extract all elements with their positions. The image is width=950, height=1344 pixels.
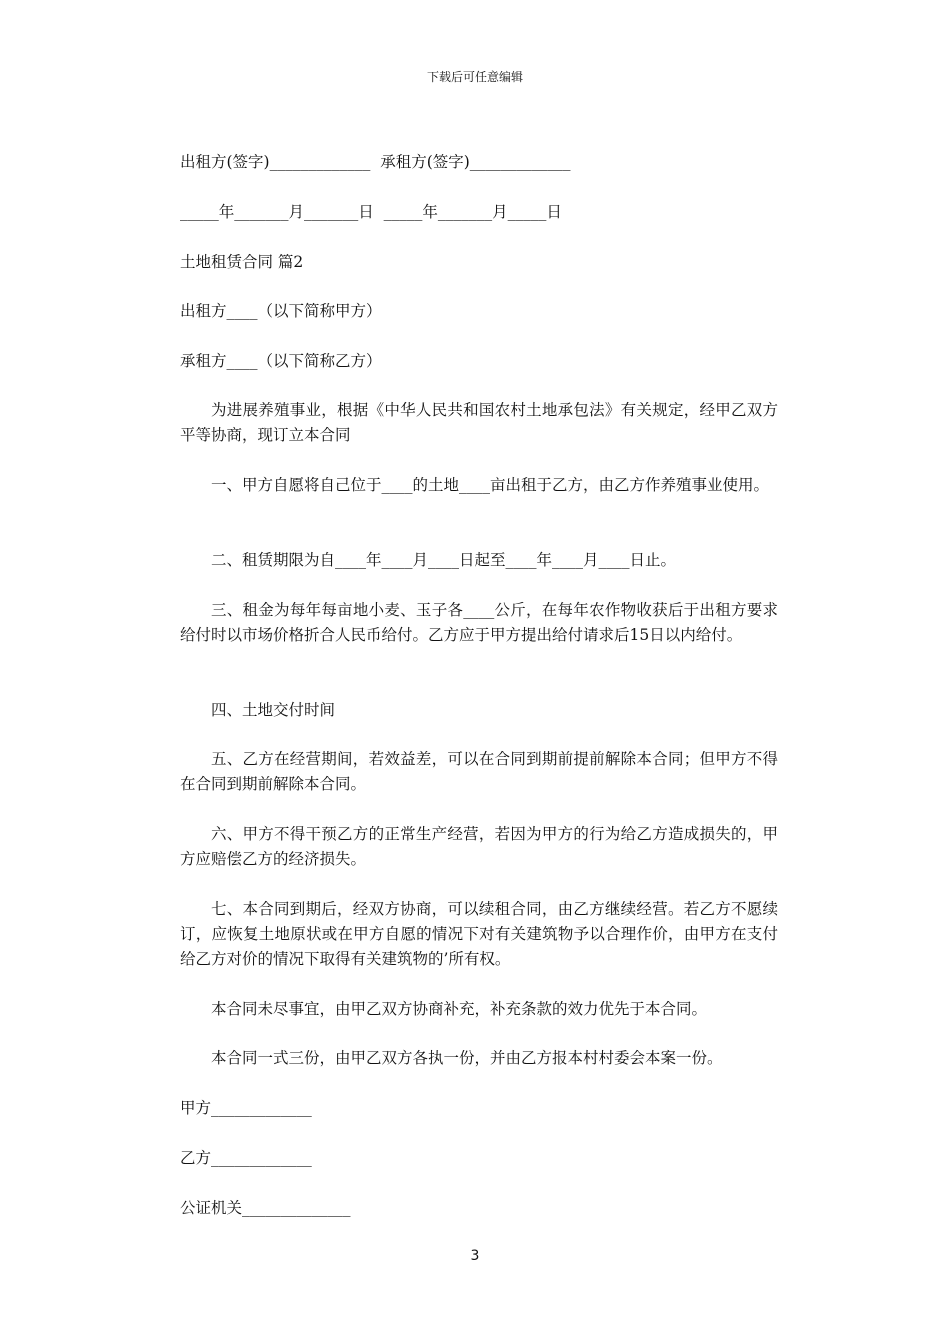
party-b-signature: 乙方_____________ bbox=[180, 1149, 312, 1167]
lessor-line: 出租方____（以下简称甲方） bbox=[180, 302, 382, 320]
clause-3: 三、租金为每年每亩地小麦、玉子各____公斤，在每年农作物收获后于出租方要求给付时以市场价格折合人民币给付。乙方应于甲方提出给付请求后15日以内给付。 bbox=[180, 601, 778, 644]
section-title: 土地租赁合同 篇2 bbox=[180, 253, 304, 271]
clause-6: 六、甲方不得干预乙方的正常生产经营，若因为甲方的行为给乙方造成损失的，甲方应赔偿乙方的经济损失。 bbox=[180, 825, 778, 868]
supplement-paragraph: 本合同未尽事宜，由甲乙双方协商补充，补充条款的效力优先于本合同。 bbox=[211, 1000, 708, 1018]
clause-1: 一、甲方自愿将自己位于____的土地____亩出租于乙方，由乙方作养殖事业使用。 bbox=[211, 476, 770, 494]
date-line: _____年_______月_______日 _____年_______月_____日 bbox=[180, 203, 562, 221]
preamble-paragraph: 为进展养殖事业，根据《中华人民共和国农村土地承包法》有关规定，经甲乙双方平等协商，现订立本合同 bbox=[180, 401, 778, 444]
page-number: 3 bbox=[470, 1248, 480, 1264]
page-header: 下载后可任意编辑 bbox=[426, 70, 523, 84]
clause-4: 四、土地交付时间 bbox=[211, 701, 336, 719]
signature-line: 出租方(签字)_____________ 承租方(签字)_____________ bbox=[180, 153, 571, 171]
clause-5: 五、乙方在经营期间，若效益差，可以在合同到期前提前解除本合同；但甲方不得在合同到期前解除本合同。 bbox=[180, 750, 778, 793]
party-a-signature: 甲方_____________ bbox=[180, 1099, 312, 1117]
lessee-line: 承租方____（以下简称乙方） bbox=[180, 352, 382, 370]
clause-2: 二、租赁期限为自____年____月____日起至____年____月____日止。 bbox=[211, 551, 677, 569]
copies-paragraph: 本合同一式三份，由甲乙双方各执一份，并由乙方报本村村委会本案一份。 bbox=[211, 1049, 723, 1067]
clause-7: 七、本合同到期后，经双方协商，可以续租合同，由乙方继续经营。若乙方不愿续订，应恢复土地原状或在甲方自愿的情况下对有关建筑物予以合理作价，由甲方在支付给乙方对价的情况下取得有关建筑物的’所有权。 bbox=[180, 900, 778, 968]
notary-signature: 公证机关______________ bbox=[180, 1199, 351, 1217]
